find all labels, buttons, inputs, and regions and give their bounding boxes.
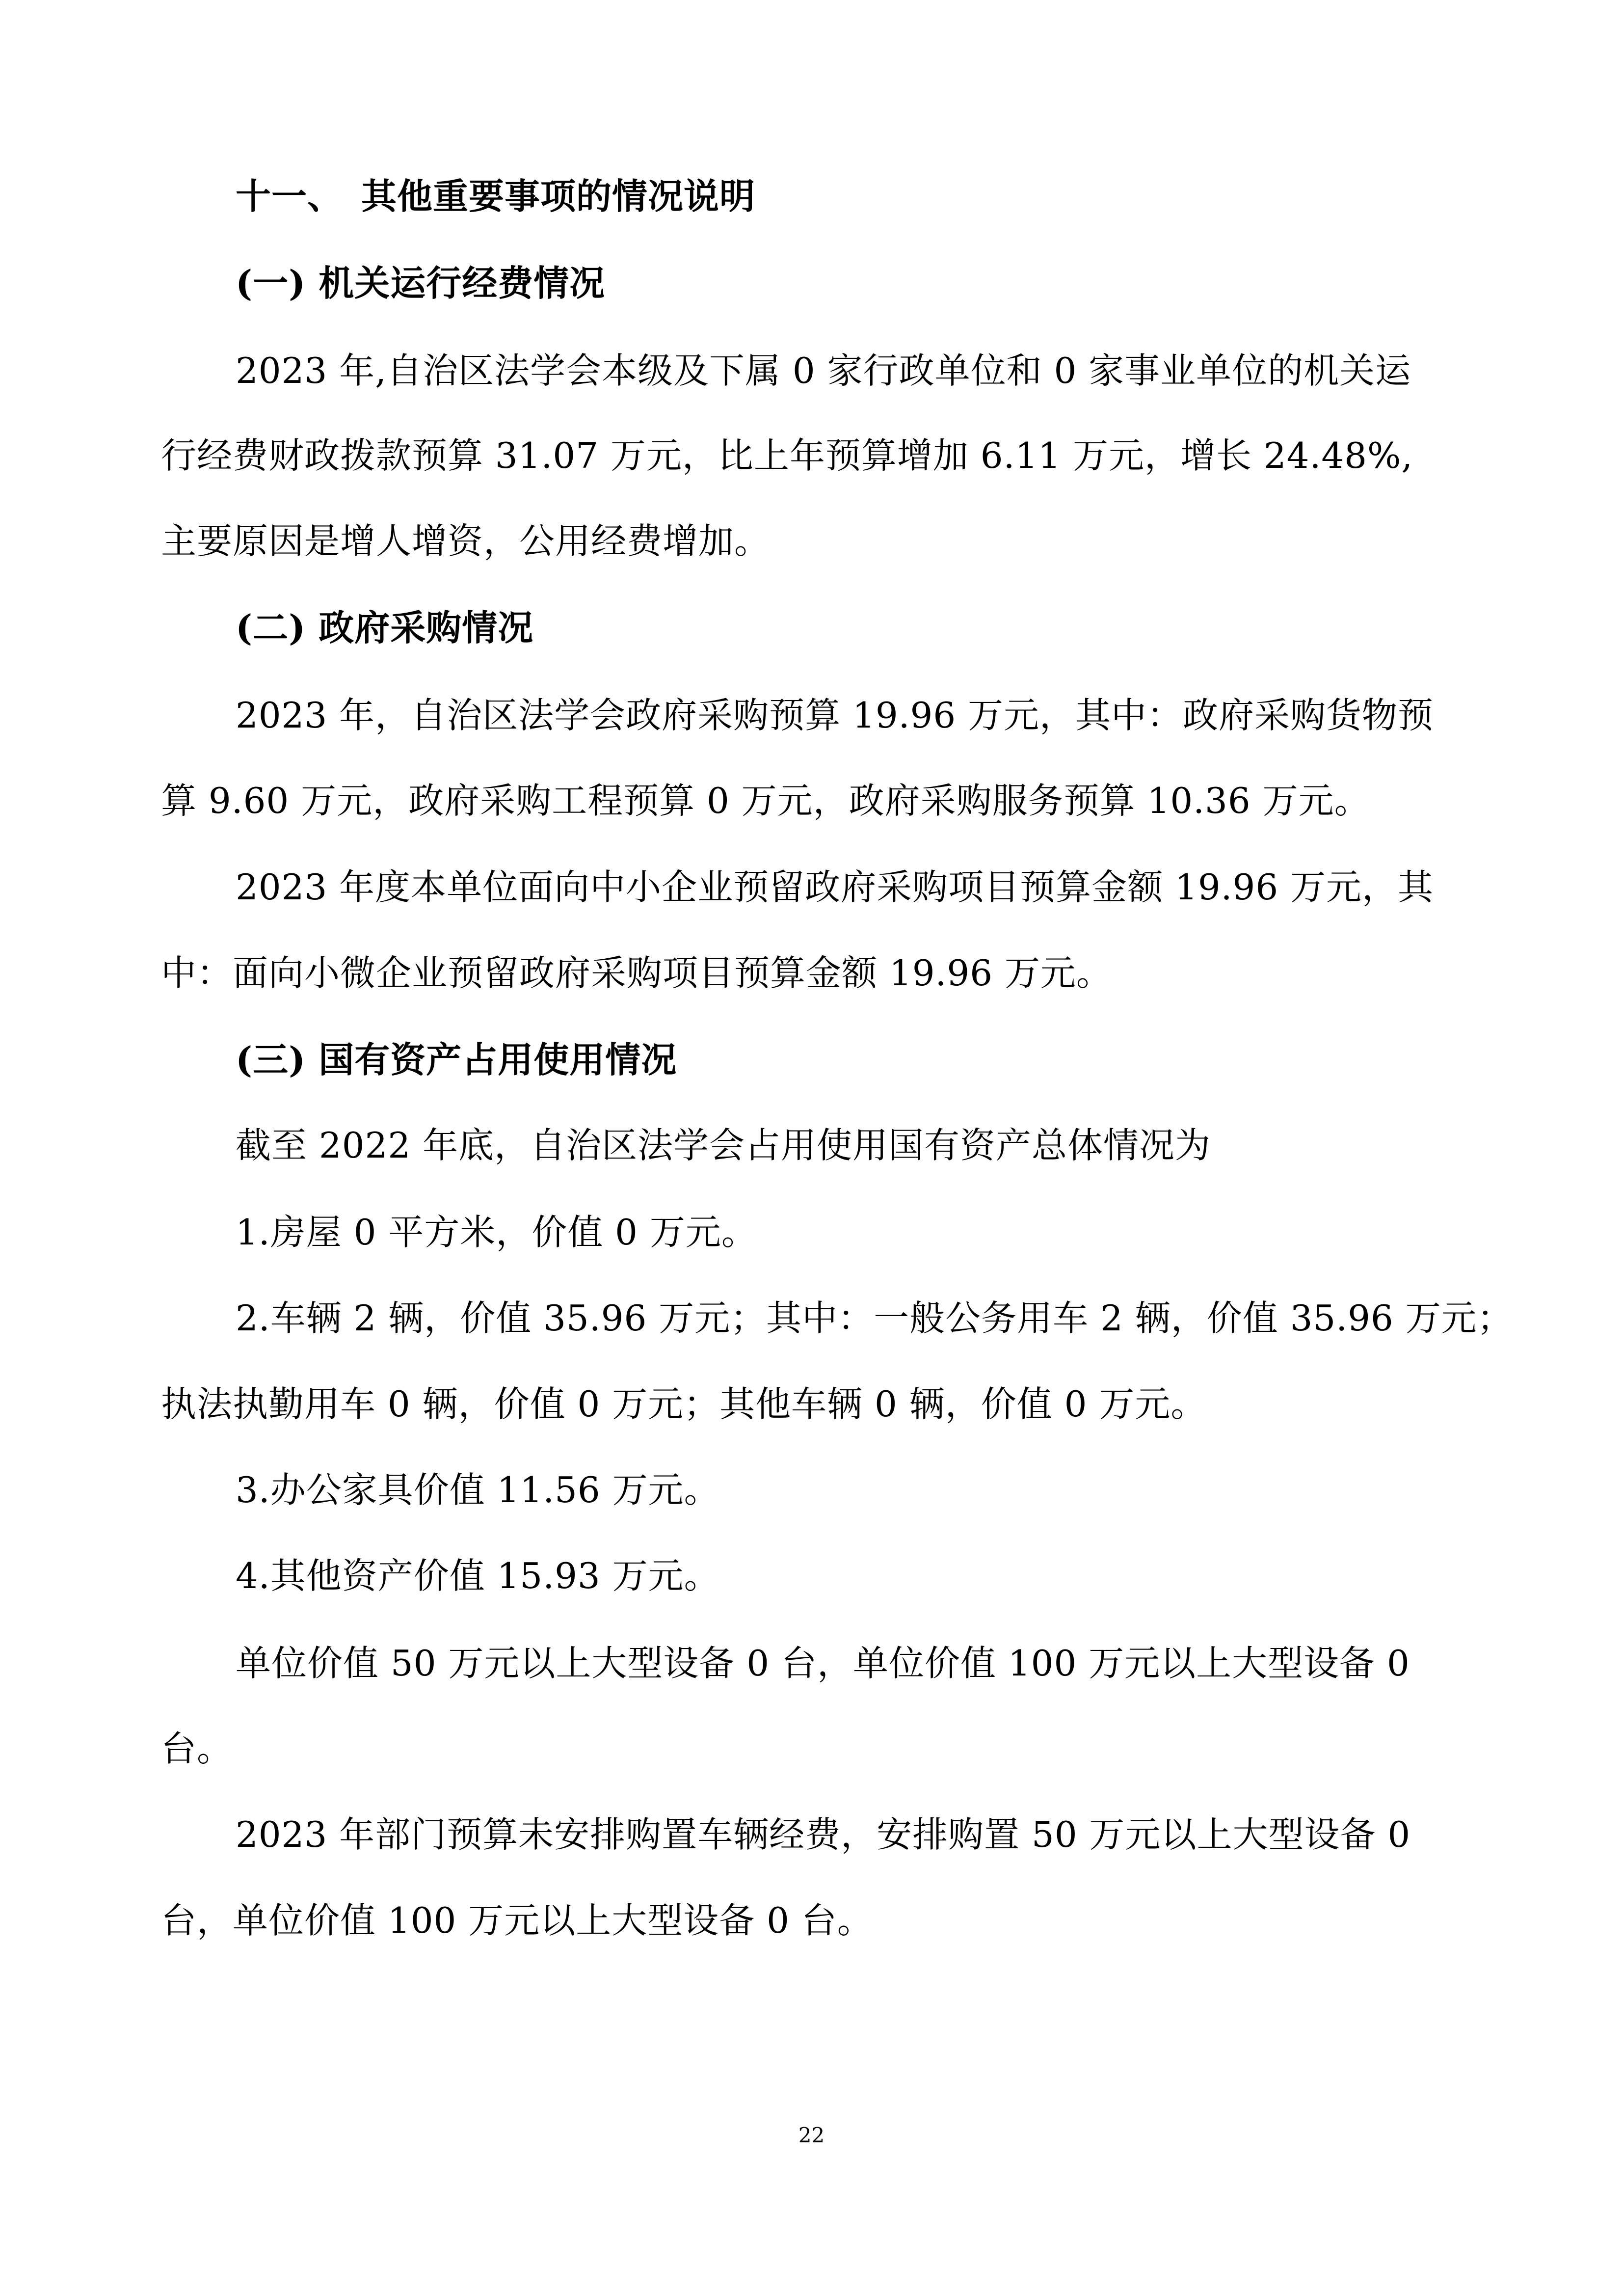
paragraph-line: 执法执勤用车 0 辆，价值 0 万元；其他车辆 0 辆，价值 0 万元。 (161, 1383, 1207, 1425)
paragraph-line: 行经费财政拨款预算 31.07 万元，比上年预算增加 6.11 万元，增长 24.48%, (161, 435, 1413, 476)
paragraph-line: 台。 (161, 1728, 233, 1769)
subsection-heading-1: (一) 机关运行经费情况 (236, 262, 606, 304)
paragraph-line: 主要原因是增人增资，公用经费增加。 (161, 520, 771, 562)
paragraph-line: 2.车辆 2 辆，价值 35.96 万元；其中：一般公务用车 2 辆，价值 35.96 万元； (236, 1297, 1513, 1339)
paragraph-line: 2023 年度本单位面向中小企业预留政府采购项目预算金额 19.96 万元，其 (236, 866, 1434, 908)
paragraph-line: 台，单位价值 100 万元以上大型设备 0 台。 (161, 1900, 873, 1941)
paragraph-line: 2023 年，自治区法学会政府采购预算 19.96 万元，其中：政府采购货物预 (236, 695, 1434, 736)
subsection-heading-3: (三) 国有资产占用使用情况 (236, 1039, 677, 1080)
page-number: 22 (798, 2123, 825, 2147)
paragraph-line: 单位价值 50 万元以上大型设备 0 台，单位价值 100 万元以上大型设备 0 (236, 1643, 1410, 1684)
paragraph-line: 1.房屋 0 平方米，价值 0 万元。 (236, 1212, 757, 1253)
paragraph-line: 算 9.60 万元，政府采购工程预算 0 万元，政府采购服务预算 10.36 万元。 (161, 780, 1370, 821)
paragraph-line: 2023 年部门预算未安排购置车辆经费，安排购置 50 万元以上大型设备 0 (236, 1814, 1411, 1855)
paragraph-line: 3.办公家具价值 11.56 万元。 (236, 1469, 720, 1511)
section-title: 十一、 其他重要事项的情况说明 (236, 175, 756, 217)
paragraph-line: 4.其他资产价值 15.93 万元。 (236, 1555, 720, 1596)
paragraph-line: 中：面向小微企业预留政府采购项目预算金额 19.96 万元。 (161, 952, 1112, 994)
paragraph-line: 2023 年,自治区法学会本级及下属 0 家行政单位和 0 家事业单位的机关运 (236, 350, 1411, 391)
subsection-heading-2: (二) 政府采购情况 (236, 607, 534, 648)
paragraph-line: 截至 2022 年底，自治区法学会占用使用国有资产总体情况为 (236, 1125, 1211, 1166)
